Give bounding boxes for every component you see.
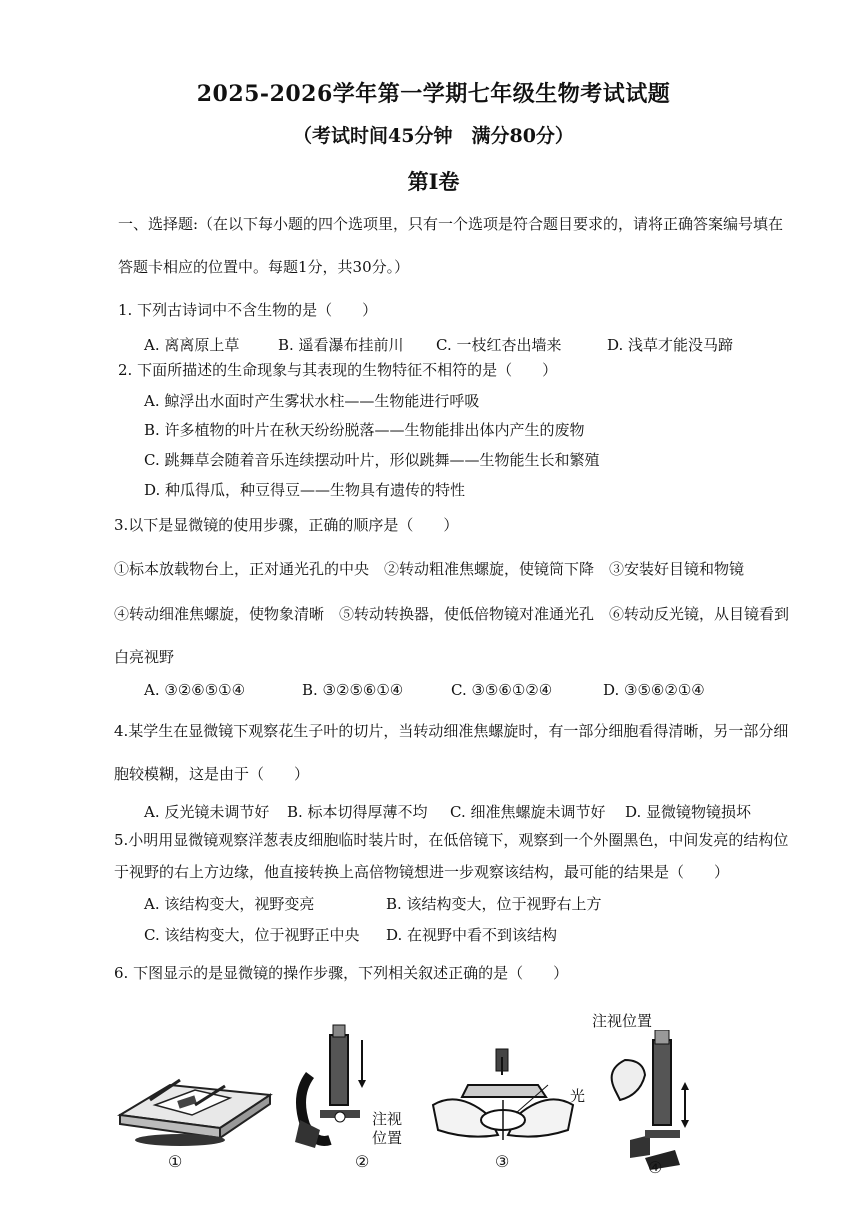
section-intro-line2: 答题卡相应的位置中。每题1分，共30分。）: [118, 258, 410, 276]
figure-note-3: 光: [570, 1087, 586, 1105]
q2-stem: 2. 下面所描述的生命现象与其表现的生物特征不相符的是（ ）: [118, 361, 558, 379]
q4-stem-line1: 4.某学生在显微镜下观察花生子叶的切片，当转动细准焦螺旋时，有一部分细胞看得清晰，另一部分细: [114, 722, 789, 740]
q4-stem-line2: 胞较模糊，这是由于（ ）: [114, 765, 310, 783]
q4-option-d: D. 显微镜物镜损坏: [625, 803, 752, 821]
q5-stem-line1: 5.小明用显微镜观察洋葱表皮细胞临时装片时，在低倍镜下，观察到一个外圈黑色，中间发亮的结构位: [114, 831, 789, 849]
q5-stem-line2: 于视野的右上方边缘，他直接转换上高倍物镜想进一步观察该结构，最可能的结果是（ ）: [114, 863, 730, 881]
figure-note-4: 注视位置: [592, 1012, 653, 1030]
q5-option-b: B. 该结构变大，位于视野右上方: [386, 895, 602, 913]
q3-line3: 白亮视野: [114, 648, 175, 666]
q3-stem: 3.以下是显微镜的使用步骤，正确的顺序是（ ）: [114, 516, 459, 534]
q3-option-c: C. ③⑤⑥①②④: [451, 681, 553, 699]
q3-line2: ④转动细准焦螺旋，使物象清晰 ⑤转动转换器，使低倍物镜对准通光孔 ⑥转动反光镜，从目镜看到: [114, 605, 790, 623]
figure-label-3: ③: [495, 1152, 510, 1171]
q2-option-a: A. 鲸浮出水面时产生雾状水柱——生物能进行呼吸: [144, 392, 480, 410]
q2-option-b: B. 许多植物的叶片在秋天纷纷脱落——生物能排出体内产生的废物: [144, 421, 585, 439]
q5-option-d: D. 在视野中看不到该结构: [386, 926, 558, 944]
q3-option-b: B. ③②⑤⑥①④: [302, 681, 404, 699]
figure-note-2b: 位置: [372, 1129, 403, 1147]
q3-option-a: A. ③②⑥⑤①④: [144, 681, 246, 699]
q5-option-c: C. 该结构变大，位于视野正中央: [144, 926, 360, 944]
q5-option-a: A. 该结构变大，视野变亮: [144, 895, 315, 913]
q3-line1: ①标本放载物台上，正对通光孔的中央 ②转动粗准焦螺旋，使镜筒下降 ③安装好目镜和物镜: [114, 560, 745, 578]
q6-figure: [110, 1010, 810, 1210]
q4-option-c: C. 细准焦螺旋未调节好: [450, 803, 606, 821]
figure-label-4: ④: [648, 1158, 663, 1177]
figure-label-1: ①: [168, 1152, 183, 1171]
q1-option-d: D. 浅草才能没马蹄: [607, 336, 734, 354]
figure-note-2a: 注视: [372, 1110, 403, 1128]
mirror-adjust-figure: [428, 1045, 578, 1155]
q2-option-d: D. 种瓜得瓜，种豆得豆——生物具有遗传的特性: [144, 481, 466, 499]
q2-option-c: C. 跳舞草会随着音乐连续摆动叶片，形似跳舞——生物能生长和繁殖: [144, 451, 600, 469]
q6-stem: 6. 下图显示的是显微镜的操作步骤，下列相关叙述正确的是（ ）: [114, 964, 569, 982]
q1-option-c: C. 一枝红杏出墙来: [436, 336, 562, 354]
q4-option-a: A. 反光镜未调节好: [144, 803, 270, 821]
q3-option-d: D. ③⑤⑥②①④: [603, 681, 705, 699]
section-intro-line1: 一、选择题:（在以下每小题的四个选项里，只有一个选项是符合题目要求的，请将正确答案编号填在: [118, 215, 784, 233]
exam-subtitle: （考试时间45分钟 满分80分）: [293, 125, 574, 147]
exam-title: 2025-2026学年第一学期七年级生物考试试题: [196, 81, 671, 107]
q4-option-b: B. 标本切得厚薄不均: [287, 803, 428, 821]
q1-option-a: A. 离离原上草: [144, 336, 240, 354]
figure-label-2: ②: [355, 1152, 370, 1171]
stage-slide-figure: [110, 1060, 280, 1150]
volume-heading: 第Ⅰ卷: [407, 169, 460, 194]
microscope-side-view-figure: [290, 1020, 380, 1160]
q1-stem: 1. 下列古诗词中不含生物的是（ ）: [118, 301, 378, 319]
q1-option-b: B. 遥看瀑布挂前川: [278, 336, 404, 354]
